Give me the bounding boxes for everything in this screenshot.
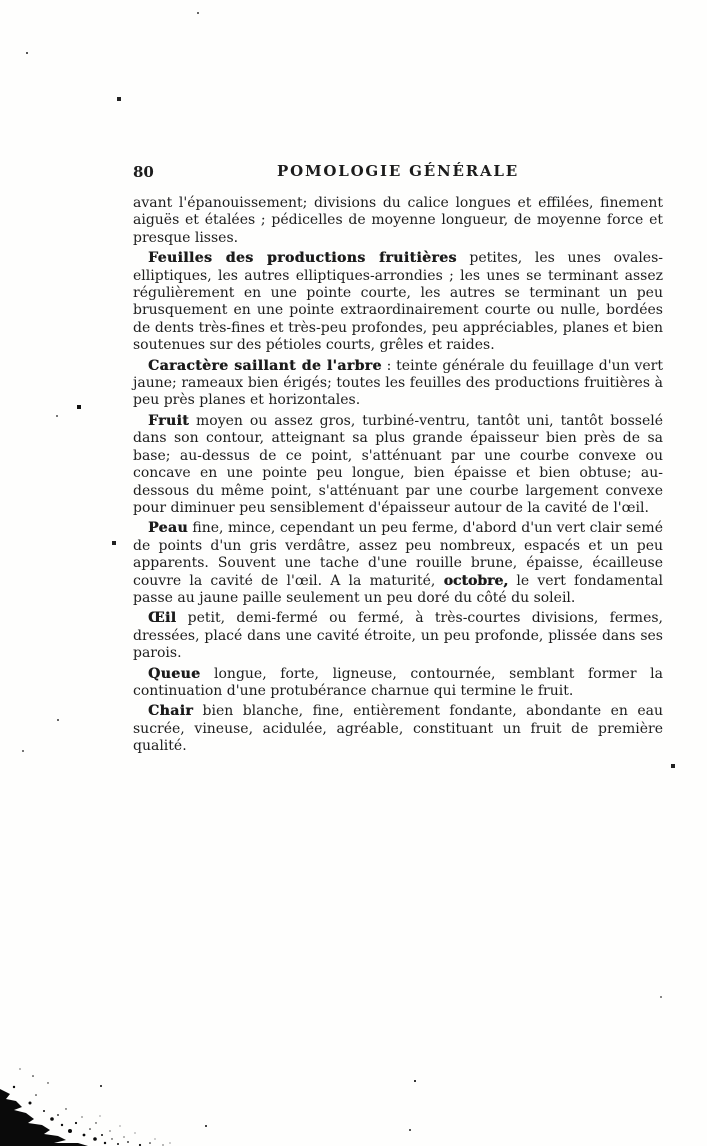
paragraph-oeil — [133, 610, 663, 662]
paragraph-continuation — [133, 195, 663, 247]
lead-peau: Peau — [148, 520, 188, 537]
paragraph-text: moyen ou assez gros, turbiné-ventru, tantôt uni, tantôt bosselé dans son contour, atteignant sa plus grande épaisseur bien près de sa base; au-dessus de ce point, s'atténuant par une courbe convexe ou concave en une pointe peu longue, bien épaisse et bien obtuse; au-dessous du même point, s'atténuant par une courbe largement convexe pour diminuer peu sensiblement d'épaisseur autour de la cavité de l'œil. — [133, 412, 663, 516]
running-title: POMOLOGIE GÉNÉRALE — [277, 162, 519, 180]
paragraph-caractere — [133, 358, 663, 410]
paragraph-fruit — [133, 413, 663, 517]
paragraph-chair — [133, 703, 663, 755]
bold-octobre: octobre, — [443, 572, 509, 589]
lead-fruit: Fruit — [148, 412, 190, 429]
text-block — [133, 162, 663, 759]
scan-specks — [0, 0, 2, 2]
page-number: 80 — [133, 163, 154, 181]
paragraph-text: petit, demi-fermé ou fermé, à très-courtes divisions, fermes, dressées, placé dans une cavité étroite, un peu profonde, plissée dans ses parois. — [133, 610, 663, 662]
paragraph-text: le vert fondamental passe au jaune paille seulement un peu doré du côté du soleil. — [133, 572, 663, 606]
lead-caractere: Caractère saillant de l'arbre — [148, 357, 382, 374]
paragraph-queue — [133, 666, 663, 701]
paragraph-text: petites, les unes ovales-elliptiques, les autres elliptiques-arrondies ; les unes se terminant assez régulièrement en une pointe courte, les autres se terminant un peu brusquement en une pointe extraordinairement courte ou nulle, bordées de dents très-fines et très-peu profondes, peu appréciables, planes et bien soutenues sur des pétioles courts, grêles et raides. — [133, 250, 663, 354]
page-header — [133, 162, 663, 183]
lead-queue: Queue — [148, 665, 201, 682]
ink-stain-icon — [0, 1031, 230, 1146]
paragraph-text: avant l'épanouissement; divisions du calice longues et effilées, finement aiguës et étalées ; pédicelles de moyenne longueur, de moyenne force et presque lisses. — [133, 195, 663, 246]
paragraph-feuilles — [133, 250, 663, 354]
paragraph-text: bien blanche, fine, entièrement fondante, abondante en eau sucrée, vineuse, acidulée, agréable, constituant un fruit de première qualité. — [133, 703, 663, 755]
lead-chair: Chair — [148, 703, 194, 720]
lead-oeil: Œil — [148, 610, 177, 627]
paragraph-peau — [133, 520, 663, 607]
page-body — [133, 195, 663, 756]
paragraph-text: fine, mince, cependant un peu ferme, d'abord d'un vert clair semé de points d'un gris verdâtre, assez peu nombreux, espacés et un peu apparents. Souvent une tache d'une rouille brune, épaisse, écailleuse couvre la cavité de l'œil. A la maturité, — [133, 520, 663, 589]
paragraph-text: longue, forte, ligneuse, contournée, semblant former la continuation d'une protubérance charnue qui termine le fruit. — [133, 665, 663, 699]
paragraph-text: : teinte générale du feuillage d'un vert jaune; rameaux bien érigés; toutes les feuilles des productions fruitières à peu près planes et horizontales. — [133, 357, 663, 409]
lead-feuilles: Feuilles des productions fruitières — [148, 250, 457, 267]
